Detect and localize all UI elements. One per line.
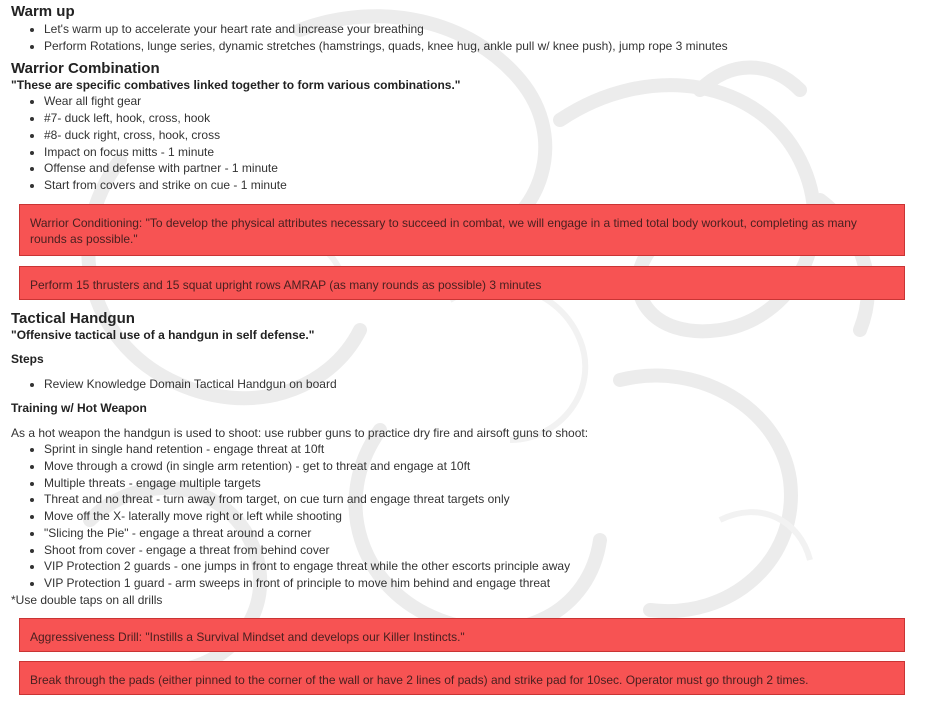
pads-drill-box: Break through the pads (either pinned to the corner of the wall or have 2 lines of pads) and strike pad for 10sec. Operator must go through 2 times. <box>19 661 905 695</box>
list-item: • Review Knowledge Domain Tactical Handgun on board <box>44 376 925 393</box>
list-item: • Impact on focus mitts - 1 minute <box>44 144 925 161</box>
warrior-combination-section <box>11 60 925 193</box>
training-list <box>11 441 925 591</box>
training-intro: As a hot weapon the handgun is used to shoot: use rubber guns to practice dry fire and airsoft guns to shoot: <box>11 426 589 441</box>
tactical-handgun-quote: "Offensive tactical use of a handgun in self defense." <box>11 327 315 342</box>
warmup-title: Warm up <box>11 3 75 20</box>
list-item: • Shoot from cover - engage a threat from behind cover <box>44 542 925 559</box>
list-item: • Perform Rotations, lunge series, dynamic stretches (hamstrings, quads, knee hug, ankle pull w/ knee push), jump rope 3 minutes <box>44 38 925 55</box>
tactical-handgun-title: Tactical Handgun <box>11 309 135 327</box>
list-item: • Offense and defense with partner - 1 minute <box>44 160 925 177</box>
list-item: • Multiple threats - engage multiple targets <box>44 475 925 492</box>
double-taps-note: *Use double taps on all drills <box>11 592 163 607</box>
list-item: • Start from covers and strike on cue - 1 minute <box>44 177 925 194</box>
list-item: • #7- duck left, hook, cross, hook <box>44 110 925 127</box>
list-item: • Let's warm up to accelerate your heart rate and increase your breathing <box>44 21 925 38</box>
warrior-conditioning-box: Warrior Conditioning: "To develop the physical attributes necessary to succeed in combat, we will engage in a timed total body workout, completing as many rounds as possible." <box>19 204 905 256</box>
list-item: • VIP Protection 1 guard - arm sweeps in front of principle to move him behind and engage threat <box>44 575 925 592</box>
aggressiveness-drill-box: Aggressiveness Drill: "Instills a Survival Mindset and develops our Killer Instincts." <box>19 618 905 652</box>
warmup-list <box>11 21 925 54</box>
list-item: • Wear all fight gear <box>44 93 925 110</box>
tactical-handgun-section <box>11 310 925 608</box>
warrior-combination-title: Warrior Combination <box>11 60 160 78</box>
list-item: • "Slicing the Pie" - engage a threat around a corner <box>44 525 925 542</box>
warrior-combination-list <box>11 93 925 193</box>
warrior-combination-quote: "These are specific combatives linked together to form various combinations." <box>11 78 461 93</box>
list-item: • Move off the X- laterally move right or left while shooting <box>44 508 925 525</box>
training-heading: Training w/ Hot Weapon <box>11 401 147 416</box>
amrap-box: Perform 15 thrusters and 15 squat upright rows AMRAP (as many rounds as possible) 3 minutes <box>19 266 905 300</box>
list-item: • Move through a crowd (in single arm retention) - get to threat and engage at 10ft <box>44 458 925 475</box>
list-item: • Sprint in single hand retention - engage threat at 10ft <box>44 441 925 458</box>
list-item: • #8- duck right, cross, hook, cross <box>44 127 925 144</box>
list-item: • Threat and no threat - turn away from target, on cue turn and engage threat targets only <box>44 491 925 508</box>
list-item: • VIP Protection 2 guards - one jumps in front to engage threat while the other escorts principle away <box>44 558 925 575</box>
steps-heading: Steps <box>11 351 44 366</box>
steps-list <box>11 376 925 393</box>
